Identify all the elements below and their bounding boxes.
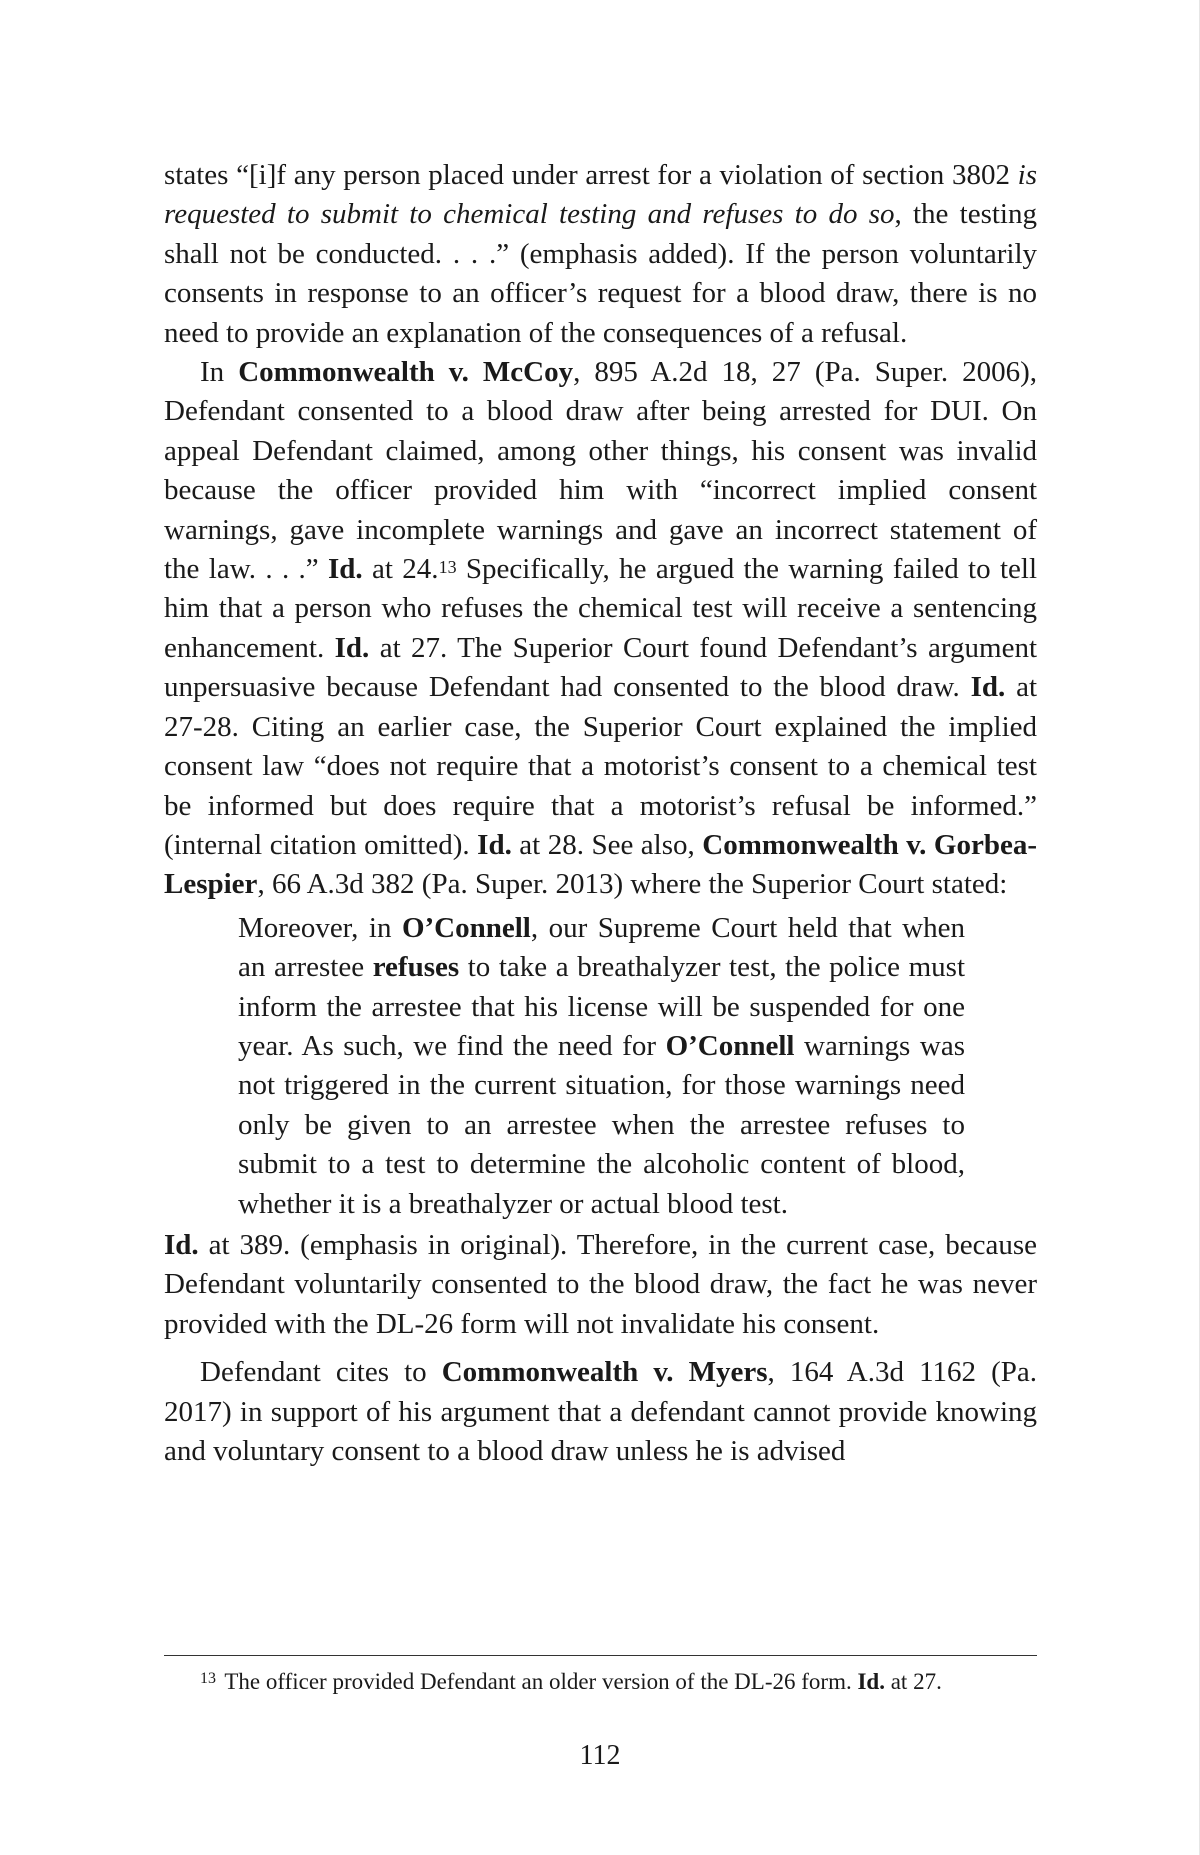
paragraph-4 bbox=[164, 1353, 1037, 1471]
italic-emphasis: is requested to submit to chemical testing and refuses to do so bbox=[164, 159, 1037, 231]
footnote-13 bbox=[200, 1665, 1040, 1699]
text-run: to take a breathalyzer test, the police must inform the arrestee that his license will be suspended for one year. As such, we find the need for bbox=[238, 951, 966, 1062]
body-text bbox=[164, 156, 1037, 1471]
text-run: at 24. bbox=[362, 553, 439, 586]
footnote-reference[interactable]: 13 bbox=[438, 557, 457, 578]
case-citation: Commonwealth v. Gorbea-Lespier bbox=[164, 828, 1037, 901]
case-citation: Commonwealth v. Myers bbox=[441, 1356, 768, 1389]
text-run: , 164 A.3d 1162 (Pa. 2017) in support of his argument that a defendant cannot provide knowing and voluntary consent to a blood draw unless he is advised bbox=[164, 1356, 1037, 1467]
paragraph-3 bbox=[164, 1226, 1037, 1344]
case-citation: Commonwealth v. McCoy bbox=[238, 356, 574, 389]
id-citation: Id. bbox=[164, 1228, 199, 1261]
id-citation: Id. bbox=[334, 631, 370, 664]
footnote-marker: 13 bbox=[200, 1670, 216, 1687]
text-run: at 27-28. Citing an earlier case, the Superior Court explained the implied consent law “does not require that a motorist’s consent to a chemical test be informed but does require that a motorist’s refusal be informed.” (internal citation omitted). bbox=[164, 671, 1038, 861]
paragraph-1 bbox=[164, 156, 1037, 353]
text-run: , 895 A.2d 18, 27 (Pa. Super. 2006), Defendant consented to a blood draw after being arrested for DUI. On appeal Defendant claimed, among other things, his consent was invalid because the officer provided him with “incorrect implied consent warnings, gave incomplete warnings and gave an incorrect statement of the law. . . .” bbox=[164, 356, 1037, 586]
paragraph-2 bbox=[164, 353, 1037, 905]
text-run: warnings was not triggered in the current situation, for those warnings need only be given to an arrestee when the arrestee refuses to submit to a test to determine the alcoholic content of blood, whether it is a breathalyzer or actual blood test. bbox=[238, 1029, 965, 1220]
id-citation: Id. bbox=[328, 553, 363, 586]
footnote-text: at 27. bbox=[884, 1669, 942, 1694]
page-number: 112 bbox=[579, 1740, 621, 1771]
text-run: at 28. See also, bbox=[511, 828, 703, 861]
text-run: at 389. (emphasis in original). Therefore, in the current case, because Defendant voluntarily consented to the blood draw, the fact he was never provided with the DL-26 form will not invalidate his consent. bbox=[164, 1228, 1037, 1340]
text-run: , our Supreme Court held that when an arrestee bbox=[238, 911, 965, 984]
text-run: states “[i]f any person placed under arrest for a violation of section 3802 bbox=[164, 159, 1018, 191]
case-name: O’Connell bbox=[401, 911, 531, 944]
text-run: at 27. The Superior Court found Defendant’s argument unpersuasive because Defendant had consented to the blood draw. bbox=[164, 631, 1037, 704]
id-citation: Id. bbox=[477, 828, 512, 861]
text-run: Specifically, he argued the warning failed to tell him that a person who refuses the chemical test will receive a sentencing enhancement. bbox=[164, 553, 1037, 664]
id-citation: Id. bbox=[857, 1669, 885, 1694]
bold-emphasis: refuses bbox=[372, 951, 460, 984]
footnote-text: The officer provided Defendant an older version of the DL-26 form. bbox=[219, 1669, 858, 1694]
text-run: , the testing shall not be conducted. . . .” (emphasis added). If the person voluntarily consents in response to an officer’s request for a blood draw, there is no need to provide an explanation of the consequences of a refusal. bbox=[164, 198, 1037, 349]
id-citation: Id. bbox=[970, 671, 1006, 704]
footnote-divider bbox=[164, 1655, 1037, 1656]
text-run: In bbox=[200, 356, 239, 389]
case-name: O’Connell bbox=[665, 1029, 795, 1062]
text-run: Moreover, in bbox=[238, 911, 402, 944]
text-run: , 66 A.3d 382 (Pa. Super. 2013) where the Superior Court stated: bbox=[257, 868, 1008, 901]
text-run: Defendant cites to bbox=[200, 1356, 442, 1389]
block-quote bbox=[238, 909, 965, 1224]
